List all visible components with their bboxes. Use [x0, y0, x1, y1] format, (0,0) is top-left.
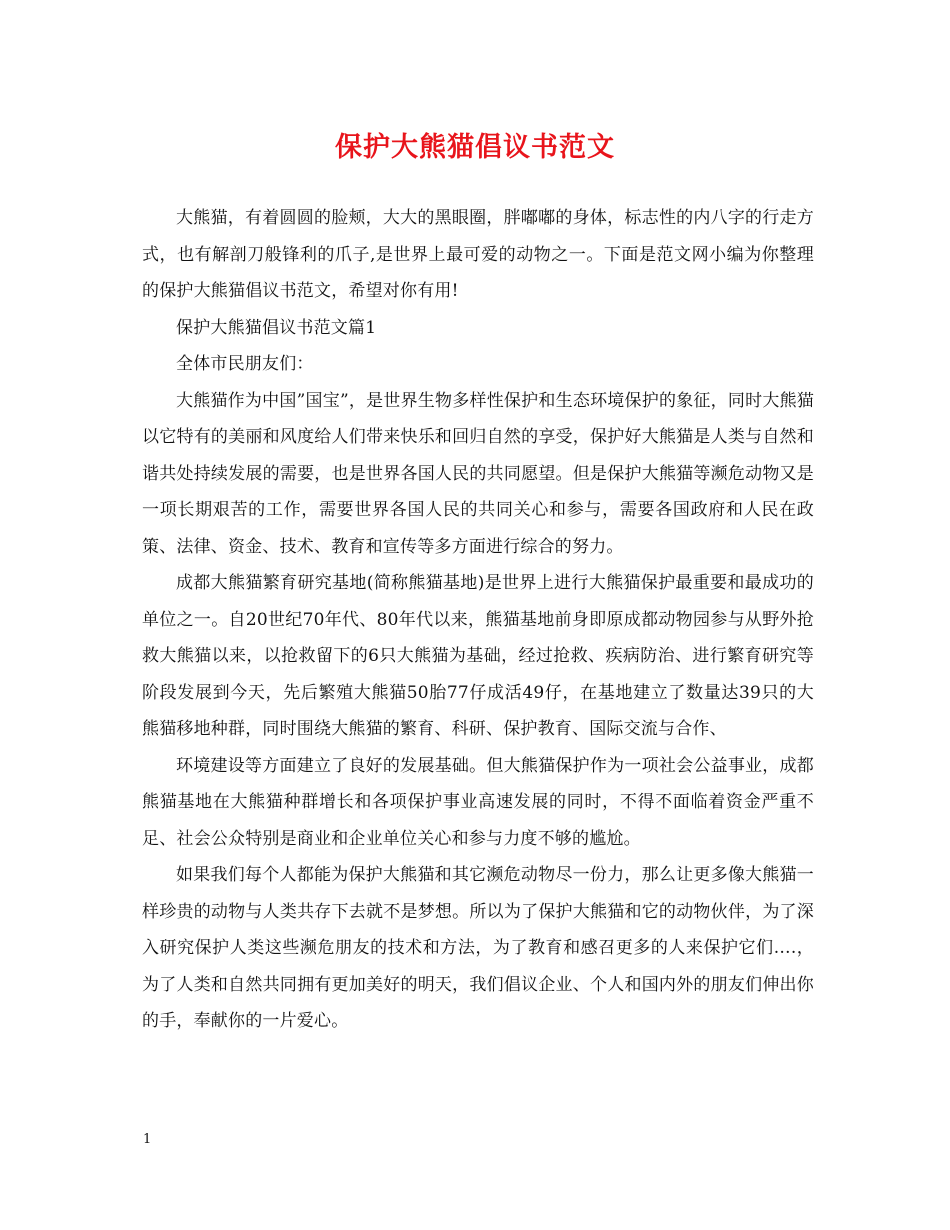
intro-paragraph: 大熊猫，有着圆圆的脸颊，大大的黑眼圈，胖嘟嘟的身体，标志性的内八字的行走方式，也有解剖刀般锋利的爪子,是世界上最可爱的动物之一。下面是范文网小编为你整理的保护大熊猫倡议书范文，希望对你有用!	[142, 208, 814, 301]
body-paragraph: 大熊猫作为中国”国宝”，是世界生物多样性保护和生态环境保护的象征，同时大熊猫以它特有的美丽和风度给人们带来快乐和回归自然的享受，保护好大熊猫是人类与自然和谐共处持续发展的需要，也是世界各国人民的共同愿望。但是保护大熊猫等濒危动物又是一项长期艰苦的工作，需要世界各国人民的共同关心和参与，需要各国政府和人民在政策、法律、资金、技术、教育和宣传等多方面进行综合的努力。	[142, 390, 814, 557]
body-paragraph: 如果我们每个人都能为保护大熊猫和其它濒危动物尽一份力，那么让更多像大熊猫一样珍贵的动物与人类共存下去就不是梦想。所以为了保护大熊猫和它的动物伙伴，为了深入研究保护人类这些濒危朋友的技术和方法，为了教育和感召更多的人来保护它们….，为了人类和自然共同拥有更加美好的明天，我们倡议企业、个人和国内外的朋友们伸出你的手，奉献你的一片爱心。	[142, 865, 814, 1031]
body-paragraph: 环境建设等方面建立了良好的发展基础。但大熊猫保护作为一项社会公益事业，成都熊猫基地在大熊猫种群增长和各项保护事业高速发展的同时，不得不面临着资金严重不足、社会公众特别是商业和企业单位关心和参与力度不够的尴尬。	[142, 755, 814, 849]
document-title: 保护大熊猫倡议书范文	[335, 132, 615, 163]
page-number: 1	[143, 1132, 152, 1147]
salutation: 全体市民朋友们：	[176, 354, 314, 374]
body-paragraph: 成都大熊猫繁育研究基地(简称熊猫基地)是世界上进行大熊猫保护最重要和最成功的单位之一。自20世纪70年代、80年代以来，熊猫基地前身即原成都动物园参与从野外抢救大熊猫以来，以抢救留下的6只大熊猫为基础，经过抢救、疾病防治、进行繁育研究等阶段发展到今天，先后繁殖大熊猫50胎77仔成活49仔，在基地建立了数量达39只的大熊猫移地种群，同时围绕大熊猫的繁育、科研、保护教育、国际交流与合作、	[142, 573, 814, 739]
section-heading: 保护大熊猫倡议书范文篇1	[176, 317, 377, 338]
document-body	[142, 200, 814, 1040]
